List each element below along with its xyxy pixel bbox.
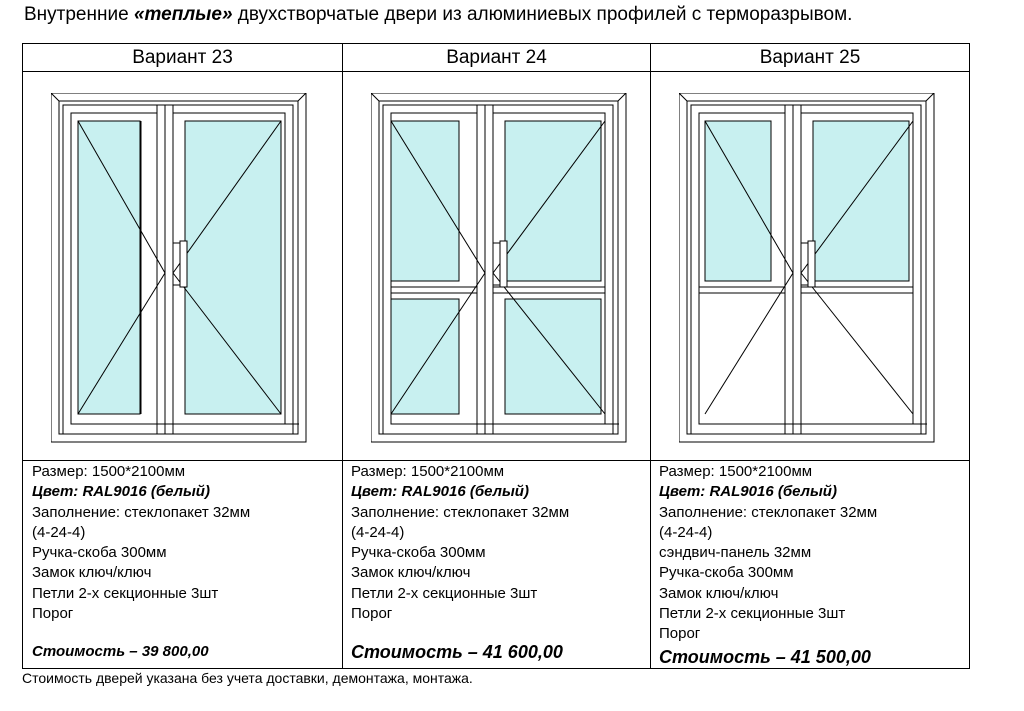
spec-hinges: Петли 2-х секционные 3шт: [659, 605, 846, 623]
variant-24-price: Стоимость – 41 600,00: [351, 642, 563, 662]
spec-color: Цвет: RAL9016 (белый): [659, 483, 837, 501]
spec-threshold: Порог: [32, 605, 74, 623]
spec-handle: Ручка-скоба 300мм: [32, 544, 167, 562]
spec-fill: Заполнение: стеклопакет 32мм: [351, 503, 570, 521]
spec-handle: Ручка-скоба 300мм: [659, 564, 794, 582]
column-divider: [342, 44, 343, 668]
variant-25-price: Стоимость – 41 500,00: [659, 647, 871, 667]
variant-23-specs: [32, 462, 337, 668]
spec-hinges: Петли 2-х секционные 3шт: [351, 584, 538, 602]
footnote: Стоимость дверей указана без учета доставки, демонтажа, монтажа.: [22, 670, 473, 686]
spec-threshold: Порог: [351, 605, 393, 623]
spec-fill-formula: (4-24-4): [32, 523, 86, 541]
variant-24-specs: [351, 462, 646, 668]
variant-25-header: Вариант 25: [759, 47, 861, 68]
spec-fill: Заполнение: стеклопакет 32мм: [659, 503, 878, 521]
variant-23-header: Вариант 23: [132, 47, 233, 68]
title-suffix: двухстворчатые двери из алюминиевых профилей с терморазрывом.: [232, 4, 853, 25]
spec-divider: [23, 460, 969, 461]
spec-size: Размер: 1500*2100мм: [351, 463, 505, 480]
door-drawing-variant-25: [679, 93, 935, 443]
spec-fill-formula: (4-24-4): [351, 523, 405, 541]
spec-lock: Замок ключ/ключ: [351, 564, 471, 582]
spec-threshold: Порог: [659, 625, 701, 643]
door-drawing-variant-23: [51, 93, 307, 443]
spec-lock: Замок ключ/ключ: [659, 584, 779, 602]
spec-fill: Заполнение: стеклопакет 32мм: [32, 503, 251, 521]
spec-color: Цвет: RAL9016 (белый): [32, 483, 210, 501]
variants-table: [22, 43, 970, 669]
door-drawing-variant-24: [371, 93, 627, 443]
header-divider: [23, 71, 969, 72]
spec-size: Размер: 1500*2100мм: [32, 463, 186, 480]
spec-color: Цвет: RAL9016 (белый): [351, 483, 529, 501]
variant-25-specs: [659, 462, 965, 668]
column-divider: [650, 44, 651, 668]
spec-size: Размер: 1500*2100мм: [659, 463, 813, 480]
spec-lock: Замок ключ/ключ: [32, 564, 152, 582]
spec-panel: сэндвич-панель 32мм: [659, 544, 812, 562]
variant-23-price: Стоимость – 39 800,00: [32, 643, 209, 660]
variant-24-header: Вариант 24: [446, 47, 547, 68]
spec-hinges: Петли 2-х секционные 3шт: [32, 584, 219, 602]
spec-handle: Ручка-скоба 300мм: [351, 544, 486, 562]
spec-fill-formula: (4-24-4): [659, 523, 713, 541]
page-title: [24, 4, 852, 26]
title-highlight: «теплые»: [133, 4, 233, 25]
title-prefix: Внутренние: [24, 4, 134, 25]
